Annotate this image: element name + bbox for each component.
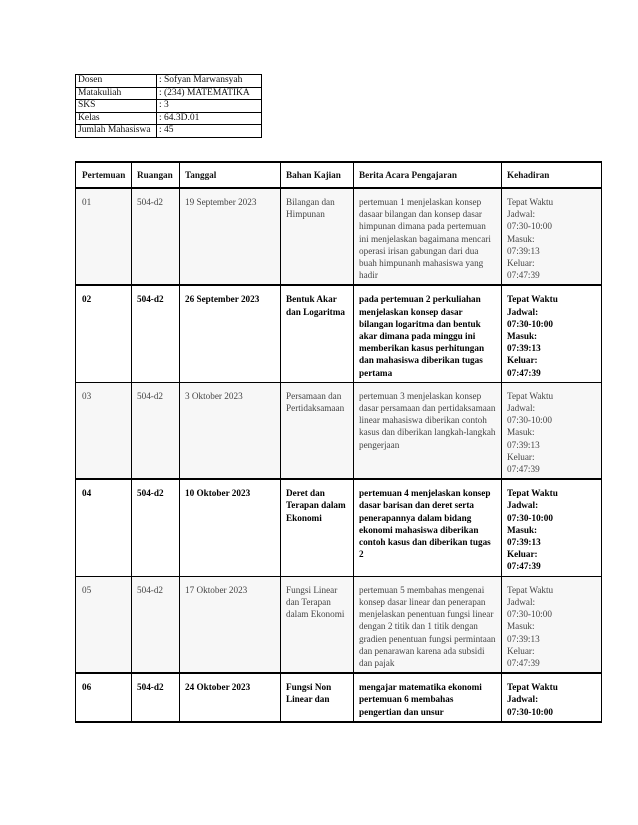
- check-in-label: Masuk:: [507, 233, 535, 244]
- cell-berita-acara: pada pertemuan 2 perkuliahan menjelaskan konsep dasar bilangan logaritma dan bentuk akar dimana pada minggu ini memberikan kasus perhitungan dan mahasiswa diberikan tugas pertama: [354, 285, 502, 382]
- course-info-row: [76, 75, 262, 88]
- attendance-body: [76, 188, 602, 722]
- check-in-value: 07:39:13: [507, 633, 540, 644]
- cell-berita-acara: pertemuan 5 membahas mengenai konsep dasar linear dan penerapan menjelaskan penentuan fungsi linear dengan 2 titik dan 1 titik dengan gradien penentuan fungsi permintaan dan penarawan karena ada subsidi dan pajak: [354, 576, 502, 673]
- cell-bahan-kajian: Persamaan dan Pertidaksamaan: [281, 382, 354, 479]
- check-out-label: Keluar:: [507, 645, 535, 656]
- schedule-value: 07:30-10:00: [507, 318, 553, 329]
- schedule-value: 07:30-10:00: [507, 706, 553, 717]
- header-berita-acara: Berita Acara Pengajaran: [354, 162, 502, 188]
- course-info-value: : 64.3D.01: [157, 112, 262, 125]
- cell-berita-acara: pertemuan 1 menjelaskan konsep dasaar bilangan dan konsep dasar himpunan dimana pada pertemuan ini menjelaskan bagaimana mencari operasi irisan gabungan dari dua buah himpunanh mahasiswa yang hadir: [354, 188, 502, 285]
- course-info-value: : (234) MATEMATIKA: [157, 87, 262, 100]
- cell-ruangan: 504-d2: [132, 285, 180, 382]
- schedule-label: Jadwal:: [507, 403, 536, 414]
- check-out-value: 07:47:39: [507, 270, 540, 281]
- check-out-value: 07:47:39: [507, 657, 540, 668]
- header-bahan-kajian: Bahan Kajian: [281, 162, 354, 188]
- cell-pertemuan: 05: [76, 576, 132, 673]
- header-pertemuan: Pertemuan: [76, 162, 132, 188]
- course-info-body: [76, 75, 262, 138]
- header-kehadiran: Kehadiran: [502, 162, 602, 188]
- check-out-label: Keluar:: [507, 549, 538, 560]
- check-out-label: Keluar:: [507, 355, 538, 366]
- cell-berita-acara: pertemuan 4 menjelaskan konsep dasar barisan dan deret serta penerapannya dalam bidang ekonomi mahasiswa diberikan contoh kasus dan diberikan tugas 2: [354, 479, 502, 576]
- attendance-status: Tepat Waktu: [507, 584, 554, 595]
- cell-bahan-kajian: Fungsi Linear dan Terapan dalam Ekonomi: [281, 576, 354, 673]
- cell-bahan-kajian: Fungsi Non Linear dan: [281, 673, 354, 722]
- cell-ruangan: 504-d2: [132, 479, 180, 576]
- cell-tanggal: 19 September 2023: [180, 188, 281, 285]
- check-in-value: 07:39:13: [507, 245, 540, 256]
- check-out-label: Keluar:: [507, 258, 535, 269]
- schedule-label: Jadwal:: [507, 209, 536, 220]
- header-ruangan: Ruangan: [132, 162, 180, 188]
- course-info-row: [76, 112, 262, 125]
- table-row: [76, 188, 602, 285]
- check-in-value: 07:39:13: [507, 537, 541, 548]
- check-in-label: Masuk:: [507, 621, 535, 632]
- cell-bahan-kajian: Bentuk Akar dan Logaritma: [281, 285, 354, 382]
- table-row: [76, 576, 602, 673]
- course-info-label: Kelas: [76, 112, 157, 125]
- course-info-row: [76, 125, 262, 138]
- cell-tanggal: 26 September 2023: [180, 285, 281, 382]
- cell-berita-acara: pertemuan 3 menjelaskan konsep dasar persamaan dan pertidaksamaan linear mahasiswa diberikan contoh kasus dan diberikan langkah-langkah pengerjaan: [354, 382, 502, 479]
- cell-kehadiran: [502, 285, 602, 382]
- cell-pertemuan: 02: [76, 285, 132, 382]
- course-info-value: : 3: [157, 100, 262, 113]
- check-out-value: 07:47:39: [507, 367, 541, 378]
- check-out-value: 07:47:39: [507, 464, 540, 475]
- course-info-value: : 45: [157, 125, 262, 138]
- table-row: [76, 479, 602, 576]
- attendance-status: Tepat Waktu: [507, 682, 558, 693]
- cell-bahan-kajian: Deret dan Terapan dalam Ekonomi: [281, 479, 354, 576]
- schedule-value: 07:30-10:00: [507, 609, 552, 620]
- cell-ruangan: 504-d2: [132, 382, 180, 479]
- cell-tanggal: 3 Oktober 2023: [180, 382, 281, 479]
- schedule-value: 07:30-10:00: [507, 415, 552, 426]
- course-info-row: [76, 87, 262, 100]
- attendance-status: Tepat Waktu: [507, 197, 554, 207]
- header-row: [76, 162, 602, 188]
- cell-tanggal: 17 Oktober 2023: [180, 576, 281, 673]
- check-in-value: 07:39:13: [507, 343, 541, 354]
- schedule-label: Jadwal:: [507, 500, 539, 511]
- schedule-value: 07:30-10:00: [507, 221, 552, 232]
- check-in-label: Masuk:: [507, 427, 535, 438]
- attendance-table: [75, 161, 602, 723]
- cell-pertemuan: 03: [76, 382, 132, 479]
- table-row: [76, 382, 602, 479]
- attendance-status: Tepat Waktu: [507, 390, 554, 401]
- table-row: [76, 673, 602, 722]
- cell-kehadiran: [502, 188, 602, 285]
- check-out-value: 07:47:39: [507, 561, 541, 572]
- schedule-value: 07:30-10:00: [507, 512, 553, 523]
- cell-ruangan: 504-d2: [132, 673, 180, 722]
- course-info-value: : Sofyan Marwansyah: [157, 75, 262, 88]
- course-info-table: [75, 74, 262, 138]
- cell-ruangan: 504-d2: [132, 576, 180, 673]
- cell-pertemuan: 01: [76, 188, 132, 285]
- course-info-label: Dosen: [76, 75, 157, 88]
- schedule-label: Jadwal:: [507, 694, 539, 705]
- header-tanggal: Tanggal: [180, 162, 281, 188]
- check-in-label: Masuk:: [507, 331, 538, 342]
- cell-pertemuan: 06: [76, 673, 132, 722]
- cell-kehadiran: [502, 479, 602, 576]
- cell-berita-acara: mengajar matematika ekonomi pertemuan 6 membahas pengertian dan unsur: [354, 673, 502, 722]
- table-row: [76, 285, 602, 382]
- course-info-row: [76, 100, 262, 113]
- check-in-label: Masuk:: [507, 524, 538, 535]
- cell-kehadiran: [502, 576, 602, 673]
- cell-tanggal: 10 Oktober 2023: [180, 479, 281, 576]
- check-out-label: Keluar:: [507, 451, 535, 462]
- course-info-label: Jumlah Mahasiswa: [76, 125, 157, 138]
- cell-ruangan: 504-d2: [132, 188, 180, 285]
- schedule-label: Jadwal:: [507, 596, 536, 607]
- course-info-label: SKS: [76, 100, 157, 113]
- schedule-label: Jadwal:: [507, 306, 539, 317]
- cell-tanggal: 24 Oktober 2023: [180, 673, 281, 722]
- course-info-label: Matakuliah: [76, 87, 157, 100]
- attendance-status: Tepat Waktu: [507, 488, 558, 499]
- cell-kehadiran: [502, 382, 602, 479]
- check-in-value: 07:39:13: [507, 439, 540, 450]
- cell-pertemuan: 04: [76, 479, 132, 576]
- attendance-status: Tepat Waktu: [507, 294, 558, 305]
- cell-bahan-kajian: Bilangan dan Himpunan: [281, 188, 354, 285]
- cell-kehadiran: [502, 673, 602, 722]
